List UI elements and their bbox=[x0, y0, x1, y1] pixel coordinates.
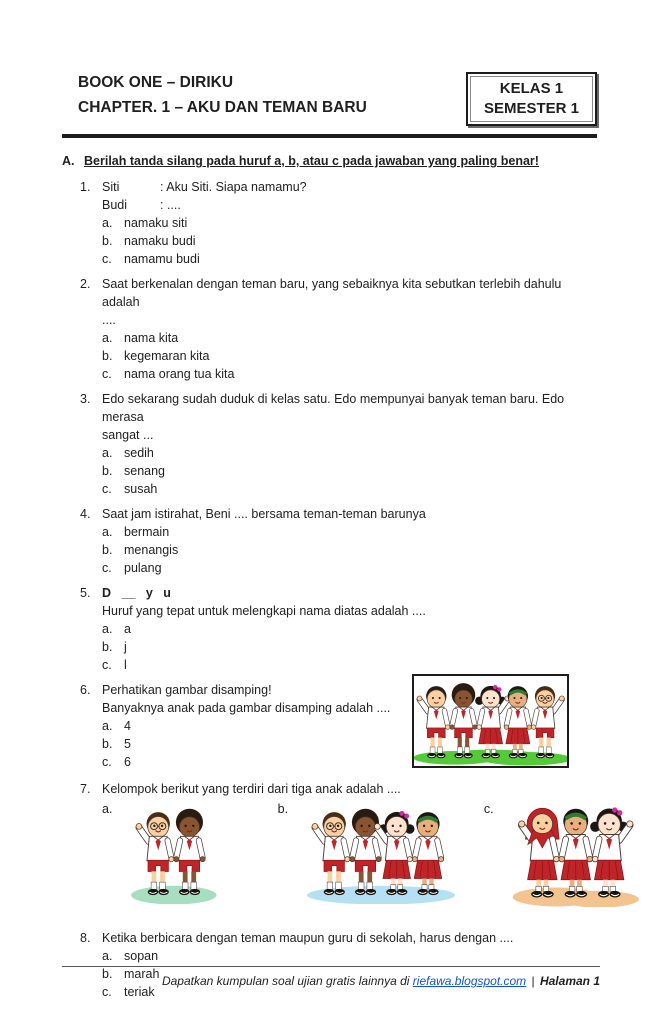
option-b bbox=[102, 541, 597, 559]
option-c bbox=[102, 480, 597, 498]
four-children-illustration bbox=[304, 800, 458, 904]
option-a bbox=[102, 523, 597, 541]
option-text: j bbox=[124, 640, 127, 654]
question-number: 2. bbox=[80, 277, 91, 291]
option-letter: c. bbox=[102, 367, 112, 381]
footer-separator: | bbox=[528, 974, 538, 988]
speaker-name: Siti bbox=[102, 180, 120, 194]
option-letter: c. bbox=[102, 755, 112, 769]
page-number: Halaman 1 bbox=[539, 974, 600, 988]
question-number: 5. bbox=[80, 586, 91, 600]
badge-semester-label: SEMESTER 1 bbox=[483, 100, 579, 117]
question-text: Huruf yang tepat untuk melengkapi nama diatas adalah .... bbox=[102, 604, 426, 618]
chapter-title: CHAPTER. 1 – AKU DAN TEMAN BARU bbox=[78, 99, 367, 116]
question-8 bbox=[80, 929, 597, 1001]
question6-picture-frame bbox=[412, 674, 569, 768]
option-letter: b. bbox=[102, 543, 113, 557]
picture-option-a bbox=[102, 800, 220, 904]
option-letter: b. bbox=[102, 234, 113, 248]
option-letter: b. bbox=[102, 640, 113, 654]
question-text: Saat berkenalan dengan teman baru, yang sebaiknya kita sebutkan terlebih dahulu adalah bbox=[102, 277, 562, 309]
question-text: Perhatikan gambar disamping! bbox=[102, 683, 272, 697]
option-letter: c. bbox=[102, 561, 112, 575]
option-a bbox=[102, 329, 597, 347]
picture-options-row bbox=[102, 800, 597, 914]
option-text: l bbox=[124, 658, 127, 672]
option-letter: a. bbox=[102, 216, 113, 230]
option-a bbox=[102, 717, 422, 735]
option-letter: c. bbox=[102, 985, 112, 999]
option-text: a bbox=[124, 622, 131, 636]
two-children-illustration bbox=[128, 800, 220, 904]
option-c bbox=[102, 365, 597, 383]
question-text: .... bbox=[102, 313, 116, 327]
option-text: pulang bbox=[124, 561, 162, 575]
book-title: BOOK ONE – DIRIKU bbox=[78, 74, 234, 91]
option-text: sedih bbox=[124, 446, 154, 460]
option-c bbox=[102, 250, 597, 268]
option-letter: a. bbox=[102, 525, 113, 539]
question-number: 4. bbox=[80, 507, 91, 521]
question-text: Edo sekarang sudah duduk di kelas satu. Edo mempunyai banyak teman baru. Edo merasa bbox=[102, 392, 565, 424]
three-children-illustration bbox=[510, 800, 642, 907]
option-text: senang bbox=[124, 464, 166, 478]
section-label: A. bbox=[62, 154, 75, 168]
page-header bbox=[62, 0, 597, 126]
section-instruction: Berilah tanda silang pada huruf a, b, atau c pada jawaban yang paling benar! bbox=[84, 154, 539, 168]
question-1 bbox=[80, 178, 597, 268]
section-heading bbox=[62, 152, 597, 170]
option-letter: a. bbox=[102, 331, 113, 345]
option-b bbox=[102, 347, 597, 365]
option-a bbox=[102, 444, 597, 462]
option-letter: c. bbox=[483, 802, 494, 816]
option-letter: a. bbox=[102, 802, 113, 816]
option-text: nama orang tua kita bbox=[124, 367, 235, 381]
question-text: Ketika berbicara dengan teman maupun guru di sekolah, harus dengan .... bbox=[102, 931, 514, 945]
option-text: namaku budi bbox=[124, 234, 196, 248]
option-letter: a. bbox=[102, 949, 113, 963]
badge-class-label: KELAS 1 bbox=[499, 80, 564, 97]
option-letter: b. bbox=[102, 464, 113, 478]
header-divider bbox=[62, 134, 597, 138]
option-text: menangis bbox=[124, 543, 179, 557]
option-text: sopan bbox=[124, 949, 159, 963]
option-c bbox=[102, 559, 597, 577]
question-text: sangat ... bbox=[102, 428, 154, 442]
picture-option-b bbox=[278, 800, 458, 904]
option-text: teriak bbox=[124, 985, 155, 999]
question-6 bbox=[80, 681, 597, 773]
question-number: 1. bbox=[80, 180, 91, 194]
option-text: 5 bbox=[124, 737, 131, 751]
question-number: 7. bbox=[80, 782, 91, 796]
question-number: 3. bbox=[80, 392, 91, 406]
option-b bbox=[102, 638, 597, 656]
dialogue-line bbox=[102, 196, 597, 214]
option-letter: a. bbox=[102, 446, 113, 460]
question-3 bbox=[80, 390, 597, 498]
picture-option-c bbox=[484, 800, 642, 907]
option-a bbox=[102, 947, 597, 965]
option-text: namamu budi bbox=[124, 252, 200, 266]
dialogue-text: : .... bbox=[160, 198, 181, 212]
question-4 bbox=[80, 505, 597, 577]
option-text: susah bbox=[124, 482, 158, 496]
option-text: 6 bbox=[124, 755, 131, 769]
five-children-illustration bbox=[412, 679, 569, 766]
option-c bbox=[102, 656, 597, 674]
option-text: bermain bbox=[124, 525, 170, 539]
option-letter: b. bbox=[102, 349, 113, 363]
option-text: kegemaran kita bbox=[124, 349, 210, 363]
option-letter: c. bbox=[102, 658, 112, 672]
option-letter: a. bbox=[102, 622, 113, 636]
option-text: nama kita bbox=[124, 331, 179, 345]
class-semester-badge bbox=[466, 72, 597, 126]
option-c bbox=[102, 753, 422, 771]
question-text: Saat jam istirahat, Beni .... bersama teman-teman barunya bbox=[102, 507, 426, 521]
question-text: Kelompok berikut yang terdiri dari tiga anak adalah .... bbox=[102, 782, 401, 796]
option-b bbox=[102, 232, 597, 250]
question-text: Banyaknya anak pada gambar disamping adalah .... bbox=[102, 701, 391, 715]
option-a bbox=[102, 214, 597, 232]
option-text: 4 bbox=[124, 719, 131, 733]
question-2 bbox=[80, 275, 597, 383]
option-letter: c. bbox=[102, 482, 112, 496]
option-letter: c. bbox=[102, 252, 112, 266]
question-number: 6. bbox=[80, 683, 91, 697]
option-b bbox=[102, 462, 597, 480]
option-text: marah bbox=[124, 967, 160, 981]
question-7 bbox=[80, 780, 597, 922]
option-a bbox=[102, 620, 597, 638]
dialogue-text: : Aku Siti. Siapa namamu? bbox=[160, 180, 307, 194]
dialogue-line bbox=[102, 178, 597, 196]
option-b bbox=[102, 735, 422, 753]
question-5 bbox=[80, 584, 597, 674]
footer-note: Dapatkan kumpulan soal ujian gratis lainnya di bbox=[161, 974, 413, 988]
option-letter: a. bbox=[102, 719, 113, 733]
page-footer bbox=[62, 966, 600, 990]
option-letter: b. bbox=[102, 737, 113, 751]
footer-link[interactable]: riefawa.blogspot.com bbox=[412, 974, 527, 988]
word-puzzle: D __ y u bbox=[102, 586, 171, 600]
title-block bbox=[78, 70, 367, 120]
speaker-name: Budi bbox=[102, 198, 128, 212]
option-letter: b. bbox=[102, 967, 113, 981]
option-letter: b. bbox=[277, 802, 289, 816]
question-list bbox=[80, 178, 597, 1001]
question-number: 8. bbox=[80, 931, 91, 945]
option-text: namaku siti bbox=[124, 216, 188, 230]
